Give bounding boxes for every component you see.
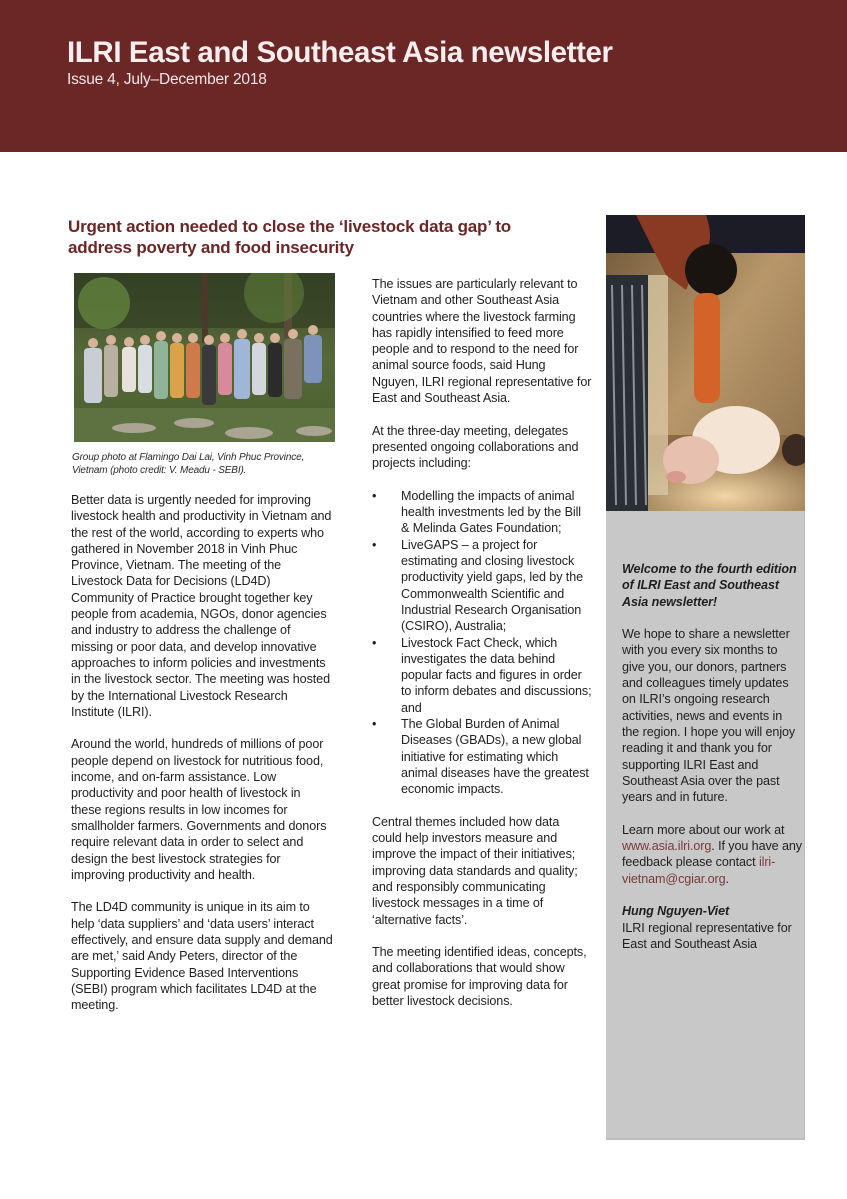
masthead [0, 0, 847, 152]
pig-photo-image [606, 215, 805, 511]
article-headline: Urgent action needed to close the ‘livestock data gap’ to address poverty and food insecurity [68, 217, 511, 257]
newsletter-title: ILRI East and Southeast Asia newsletter [67, 36, 613, 69]
feedback-text: . If you have any feedback please contact [622, 839, 802, 870]
learn-more-prefix: Learn more about our work at [622, 822, 785, 837]
project-list [372, 488, 592, 798]
list-item: • LiveGAPS – a project for estimating and closing livestock productivity yield gaps, led by the Commonwealth Scientific and Industrial Research Organisation (CSIRO), Australia; [372, 537, 592, 635]
article-paragraph: Central themes included how data could help investors measure and improve the impact of their initiatives; improving data standards and quality; and responsibly communicating livestock messages in a time of ‘alternative facts’. [372, 814, 578, 927]
article-paragraph: The meeting identified ideas, concepts, and collaborations that would show great promise for improving data for better livestock decisions. [372, 945, 587, 1009]
article-middle-column [372, 276, 592, 1026]
signature-name: Hung Nguyen-Viet [622, 904, 730, 919]
pig-photo [606, 215, 805, 511]
sidebar-intro: We hope to share a newsletter with you every six months to give you, our donors, partners and colleagues timely updates on ILRI’s ongoing research activities, news and events in the region. I hope you will enjoy reading it and thank you for supporting ILRI East and Southeast Asia over the past years and in future. [622, 627, 796, 805]
article-paragraph: Better data is urgently needed for improving livestock health and productivity in Vietnam and the rest of the world, according to experts who gathered in November 2018 in Vinh Phuc Province, Vietnam. The meeting of the Livestock Data for Decisions (LD4D) Community of Practice brought together key people from academia, NGOs, donor agencies and industry to address the challenge of missing or poor data, and develop innovative approaches to inform policies and investments in the livestock sector. The meeting was hosted by the International Livestock Research Institute (ILRI). [71, 493, 332, 719]
list-item: • The Global Burden of Animal Diseases (GBADs), a new global initiative for estimating which animal diseases have the greatest economic impacts. [372, 716, 592, 797]
learn-more-paragraph [622, 822, 802, 887]
group-photo-image [74, 273, 335, 442]
article-paragraph: At the three-day meeting, delegates presented ongoing collaborations and projects including: [372, 423, 579, 471]
list-item: • Livestock Fact Check, which investigates the data behind popular facts and figures in order to inform debates and discussions; and [372, 635, 592, 716]
editorial-sidebar [606, 215, 805, 1140]
group-photo [74, 273, 335, 442]
sidebar-text [622, 561, 802, 952]
article-paragraph: The LD4D community is unique in its aim to help ‘data suppliers’ and ‘data users’ interact effectively, and ensure data supply and demand are met,’ said Andy Peters, director of the Supporting Evidence Based Interventions (SEBI) program which facilitates LD4D at the meeting. [71, 900, 333, 1013]
article-paragraph: Around the world, hundreds of millions of poor people depend on livestock for nutritious food, income, and on-farm assistance. Low productivity and poor health of livestock in these regions results in low incomes for smallholder farmers. Governments and donors require relevant data in order to select and design the best livestock strategies for improving productivity and health. [71, 737, 327, 882]
email-suffix: . [725, 871, 729, 886]
article-left-column [71, 492, 333, 1030]
welcome-heading: Welcome to the fourth edition of ILRI East and Southeast Asia newsletter! [622, 562, 797, 609]
issue-label: Issue 4, July–December 2018 [67, 71, 267, 88]
article-paragraph: The issues are particularly relevant to Vietnam and other Southeast Asia countries where the livestock farming has rapidly intensified to feed more people and to respond to the need for animal source foods, said Hung Nguyen, ILRI regional representative for East and Southeast Asia. [372, 277, 592, 406]
website-link[interactable]: www.asia.ilri.org [622, 839, 712, 854]
photo-caption: Group photo at Flamingo Dai Lai, Vinh Phuc Province, Vietnam (photo credit: V. Meadu - SEBI). [72, 452, 305, 476]
signature-title: ILRI regional representative for East and Southeast Asia [622, 920, 792, 951]
email-link[interactable]: ilri-vietnam@cgiar.org [622, 855, 776, 886]
list-item: • Modelling the impacts of animal health investments led by the Bill & Melinda Gates Foundation; [372, 488, 592, 537]
